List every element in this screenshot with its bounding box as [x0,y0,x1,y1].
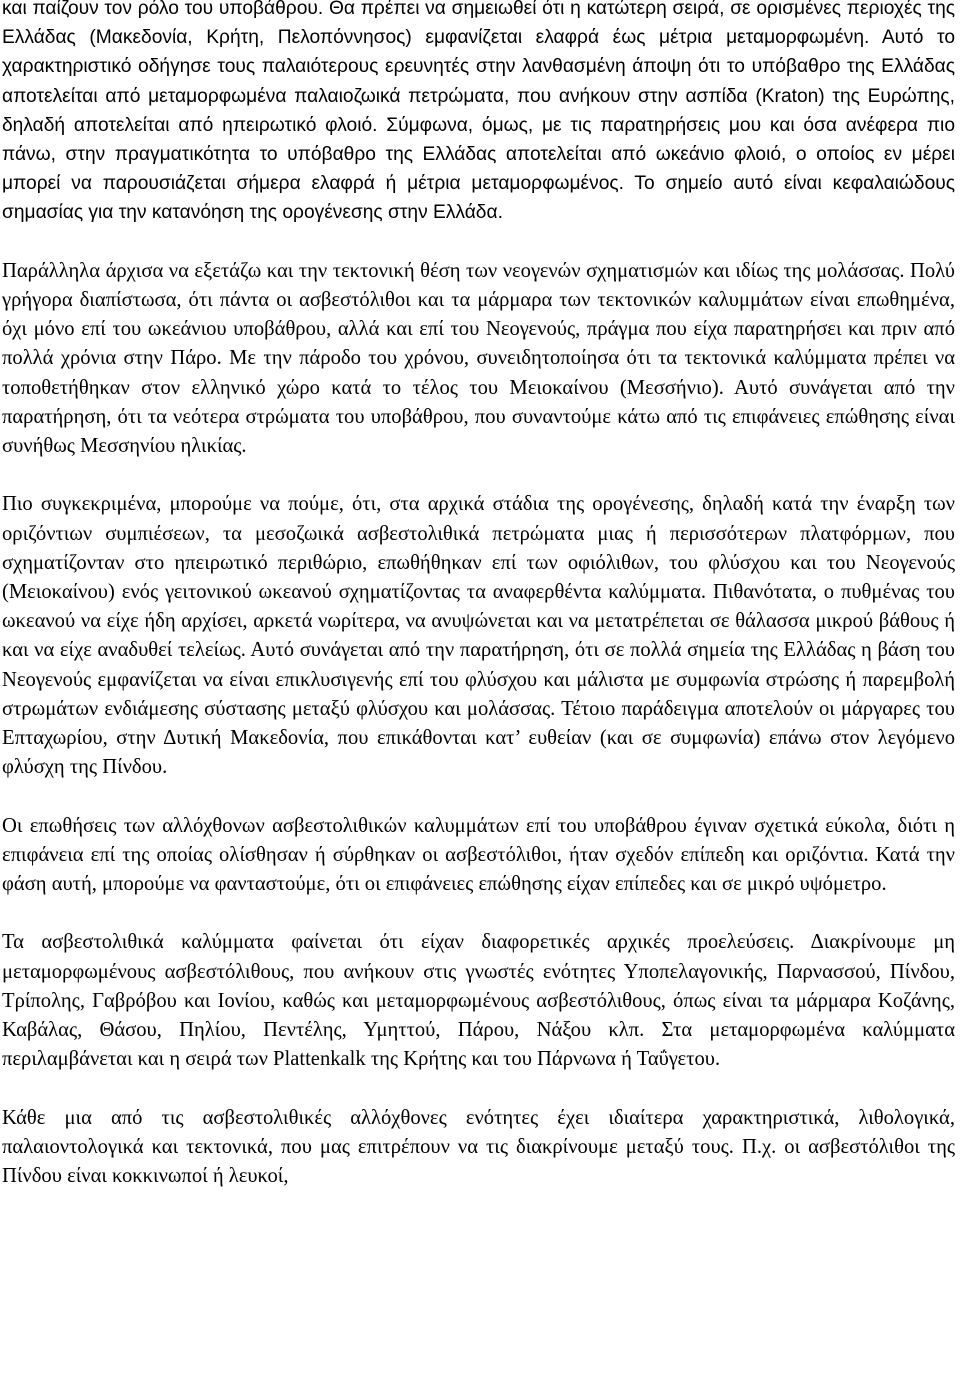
paragraph-5: Τα ασβεστολιθικά καλύμματα φαίνεται ότι είχαν διαφορετικές αρχικές προελεύσεις. Διακρίνουμε μη μεταμορφωμένους ασβεστόλιθους, που ανήκουν στις γνωστές ενότητες Υποπελαγονικής, Παρνασσού, Πίνδου, Τρίπολης, Γαβρόβου και Ιονίου, καθώς και μεταμορφωμένους ασβεστόλιθους, όπως είναι τα μάρμαρα Κοζάνης, Καβάλας, Θάσου, Πηλίου, Πεντέλης, Υμηττού, Πάρου, Νάξου κλπ. Στα μεταμορφωμένα καλύμματα περιλαμβάνεται και η σειρά των Plattenkalk της Κρήτης και του Πάρνωνα ή Ταΰγετου. [2,931,955,1071]
paragraph-2: Παράλληλα άρχισα να εξετάζω και την τεκτονική θέση των νεογενών σχηματισμών και ιδίως της μολάσσας. Πολύ γρήγορα διαπίστωσα, ότι πάντα οι ασβεστόλιθοι και τα μάρμαρα των τεκτονικών καλυμμάτων είναι επωθημένα, όχι μόνο επί του ωκεάνιου υποβάθρου, αλλά και επί του Νεογενούς, πράγμα που είχα παρατηρήσει και πριν από πολλά χρόνια στην Πάρο. Με την πάροδο του χρόνου, συνειδητοποίησα ότι τα τεκτονικά καλύμματα πρέπει να τοποθετήθηκαν στον ελληνικό χώρο κατά το τέλος του Μειοκαίνου (Μεσσήνιο). Αυτό συνάγεται από την παρατήρηση, ότι τα νεότερα στρώματα του υποβάθρου, που συναντούμε κάτω από τις επιφάνειες επώθησης είναι συνήθως Μεσσηνίου ηλικίας. [2,259,955,458]
paragraph-4: Οι επωθήσεις των αλλόχθονων ασβεστολιθικών καλυμμάτων επί του υποβάθρου έγιναν σχετικά εύκολα, διότι η επιφάνεια επί της οποίας ολίσθησαν ή σύρθηκαν οι ασβεστόλιθοι, ήταν σχεδόν επίπεδη και οριζόντια. Κατά την φάση αυτή, μπορούμε να φανταστούμε, ότι οι επιφάνειες επώθησης είχαν επίπεδες και σε μικρό υψόμετρο. [2,814,955,896]
paragraph-3: Πιο συγκεκριμένα, μπορούμε να πούμε, ότι, στα αρχικά στάδια της ορογένεσης, δηλαδή κατά την έναρξη των οριζόντιων συμπιέσεων, τα μεσοζωικά ασβεστολιθικά πετρώματα μιας ή περισσότερων πλατφόρμων, που σχηματίζονταν στο ηπειρωτικό περιθώριο, επωθήθηκαν επί των οφιόλιθων, του φλύσχου και του Νεογενούς (Μειοκαίνου) ενός γειτονικού ωκεανού σχηματίζοντας τα αναφερθέντα καλύμματα. Πιθανότατα, ο πυθμένας του ωκεανού να είχε ήδη αρχίσει, αρκετά νωρίτερα, να ανυψώνεται και να μετατρέπεται σε θάλασσα μικρού βάθους ή και να είχε αναδυθεί τελείως. Αυτό συνάγεται από την παρατήρηση, ότι σε πολλά σημεία της Ελλάδας η βάση του Νεογενούς εμφανίζεται να είναι επικλυσιγενής επί του φλύσχου και μάλιστα με συμφωνία στρώσης ή παρεμβολή στρωμάτων ενδιάμεσης σύστασης μεταξύ φλύσχου και μολάσσας. Τέτοιο παράδειγμα αποτελούν οι μάργαρες του Επταχωρίου, στην Δυτική Μακεδονία, που επικάθονται κατ’ ευθείαν (και σε συμφωνία) επάνω στον λεγόμενο φλύσχη της Πίνδου. [2,493,955,779]
paragraph-6: Κάθε μια από τις ασβεστολιθικές αλλόχθονες ενότητες έχει ιδιαίτερα χαρακτηριστικά, λιθολογικά, παλαιοντολογικά και τεκτονικά, που μας επιτρέπουν να τις διακρίνουμε μεταξύ τους. Π.χ. οι ασβεστόλιθοι της Πίνδου είναι κοκκινωποί ή λευκοί, [2,1106,955,1188]
document-page [2,0,955,1191]
paragraph-1: και παίζουν τον ρόλο του υποβάθρου. Θα πρέπει να σημειωθεί ότι η κατώτερη σειρά, σε ορισμένες περιοχές της Ελλάδας (Μακεδονία, Κρήτη, Πελοπόννησος) εμφανίζεται ελαφρά έως μέτρια μεταμορφωμένη. Αυτό το χαρακτηριστικό οδήγησε τους παλαιότερους ερευνητές στην λανθασμένη άποψη ότι το υπόβαθρο της Ελλάδας αποτελείται από μεταμορφωμένα παλαιοζωικά πετρώματα, που ανήκουν στην ασπίδα (Kraton) της Ευρώπης, δηλαδή αποτελείται από ηπειρωτικό φλοιό. Σύμφωνα, όμως, με τις παρατηρήσεις μου και όσα ανέφερα πιο πάνω, στην πραγματικότητα το υπόβαθρο της Ελλάδας αποτελείται από ωκεάνιο φλοιό, ο οποίος εν μέρει μπορεί να παρουσιάζεται σήμερα ελαφρά ή μέτρια μεταμορφωμένος. Το σημείο αυτό είναι κεφαλαιώδους σημασίας για την κατανόηση της ορογένεσης στην Ελλάδα. [2,0,955,224]
